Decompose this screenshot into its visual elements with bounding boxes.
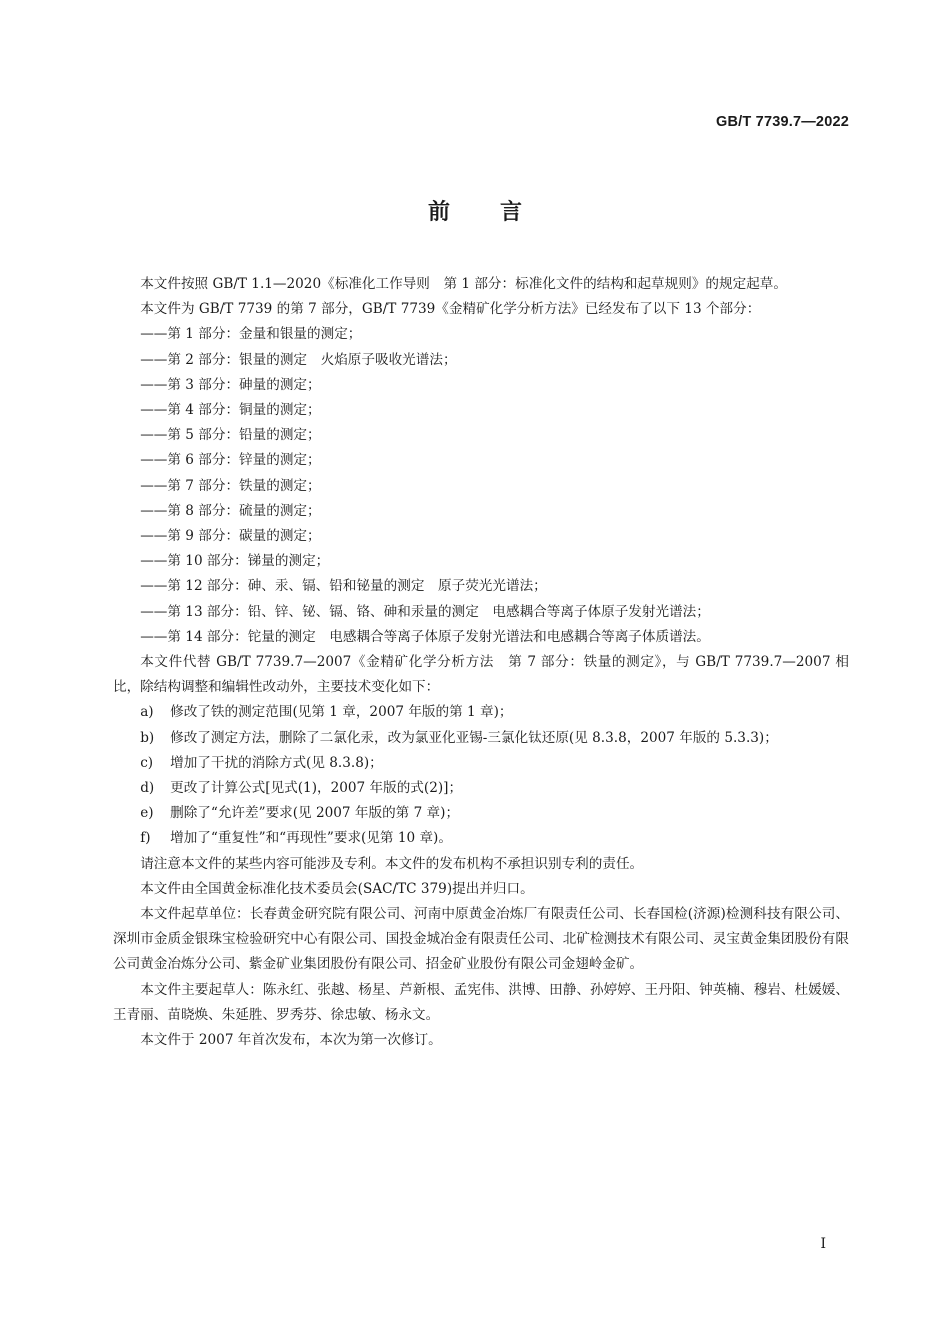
change-marker: e) [140,805,154,822]
list-item: ——第 1 部分：金量和银量的测定； [140,326,362,343]
change-item [113,801,849,826]
change-text: 增加了“重复性”和“再现性”要求(见第 10 章)。 [170,830,452,847]
list-item: ——第 12 部分：砷、汞、镉、铅和铋量的测定 原子荧光光谱法； [140,578,547,595]
change-marker: d) [140,780,155,797]
list-item: ——第 8 部分：硫量的测定； [140,502,321,519]
list-item: ——第 6 部分：锌量的测定； [140,452,321,469]
replacement-paragraph: 本文件代替 GB/T 7739.7—2007《金精矿化学分析方法 第 7 部分：铁量的测定》，与 GB/T 7739.7—2007 相比，除结构调整和编辑性改动外，主要技术变化如下： [113,654,849,696]
change-item [113,751,849,776]
page-number: Ⅰ [820,1236,826,1252]
drafters-paragraph: 本文件主要起草人：陈永红、张越、杨星、芦新根、孟宪伟、洪博、田静、孙婷婷、王丹阳、钟英楠、穆岩、杜媛媛、王青丽、苗晓焕、朱延胜、罗秀芬、徐忠敏、杨永文。 [113,981,849,1023]
part-intro-paragraph: 本文件为 GB/T 7739 的第 7 部分，GB/T 7739《金精矿化学分析方法》已经发布了以下 13 个部分： [140,301,761,318]
change-item [113,700,849,725]
drafting-units-paragraph: 本文件起草单位：长春黄金研究院有限公司、河南中原黄金冶炼厂有限责任公司、长春国检(济源)检测科技有限公司、深圳市金质金银珠宝检验研究中心有限公司、国投金城冶金有限责任公司、北矿检测技术有限公司、灵宝黄金集团股份有限公司黄金冶炼分公司、紫金矿业集团股份有限公司、招金矿业股份有限公司金翅岭金矿。 [113,906,849,973]
change-marker: c) [140,754,154,771]
page-title: 前言 [427,200,572,225]
change-marker: a) [140,704,154,721]
change-text: 修改了铁的测定范围(见第 1 章，2007 年版的第 1 章)； [170,704,513,721]
change-marker: f) [140,830,151,847]
patent-notice: 请注意本文件的某些内容可能涉及专利。本文件的发布机构不承担识别专利的责任。 [140,855,644,872]
change-text: 更改了计算公式[见式(1)，2007 年版的式(2)]； [170,780,463,797]
foreword-body [113,272,849,1053]
list-item: ——第 5 部分：铅量的测定； [140,427,321,444]
change-text: 修改了测定方法，删除了二氯化汞，改为氯亚化亚锡-三氯化钛还原(见 8.3.8，2007 年版的 5.3.3)； [170,729,778,746]
changes-list [113,700,849,851]
change-marker: b) [140,729,155,746]
list-item: ——第 13 部分：铅、锌、铋、镉、铬、砷和汞量的测定 电感耦合等离子体原子发射光谱法； [140,603,710,620]
list-item: ——第 4 部分：铜量的测定； [140,402,321,419]
list-item: ——第 3 部分：砷量的测定； [140,376,321,393]
change-text: 删除了“允许差”要求(见 2007 年版的第 7 章)； [170,805,460,822]
change-item [113,726,849,751]
list-item: ——第 7 部分：铁量的测定； [140,477,321,494]
change-item [113,776,849,801]
list-item: ——第 14 部分：铊量的测定 电感耦合等离子体原子发射光谱法和电感耦合等离子体质谱法。 [140,628,710,645]
list-item: ——第 10 部分：锑量的测定； [140,553,330,570]
history-paragraph: 本文件于 2007 年首次发布，本次为第一次修订。 [140,1032,442,1049]
proposer-paragraph: 本文件由全国黄金标准化技术委员会(SAC/TC 379)提出并归口。 [140,880,534,897]
standard-code: GB/T 7739.7—2022 [716,114,849,130]
basis-paragraph: 本文件按照 GB/T 1.1—2020《标准化工作导则 第 1 部分：标准化文件的结构和起草规则》的规定起草。 [140,276,787,292]
change-item [113,826,849,851]
list-item: ——第 9 部分：碳量的测定； [140,528,321,545]
list-item: ——第 2 部分：银量的测定 火焰原子吸收光谱法； [140,351,457,368]
change-text: 增加了干扰的消除方式(见 8.3.8)； [170,754,383,771]
parts-list [113,322,849,650]
